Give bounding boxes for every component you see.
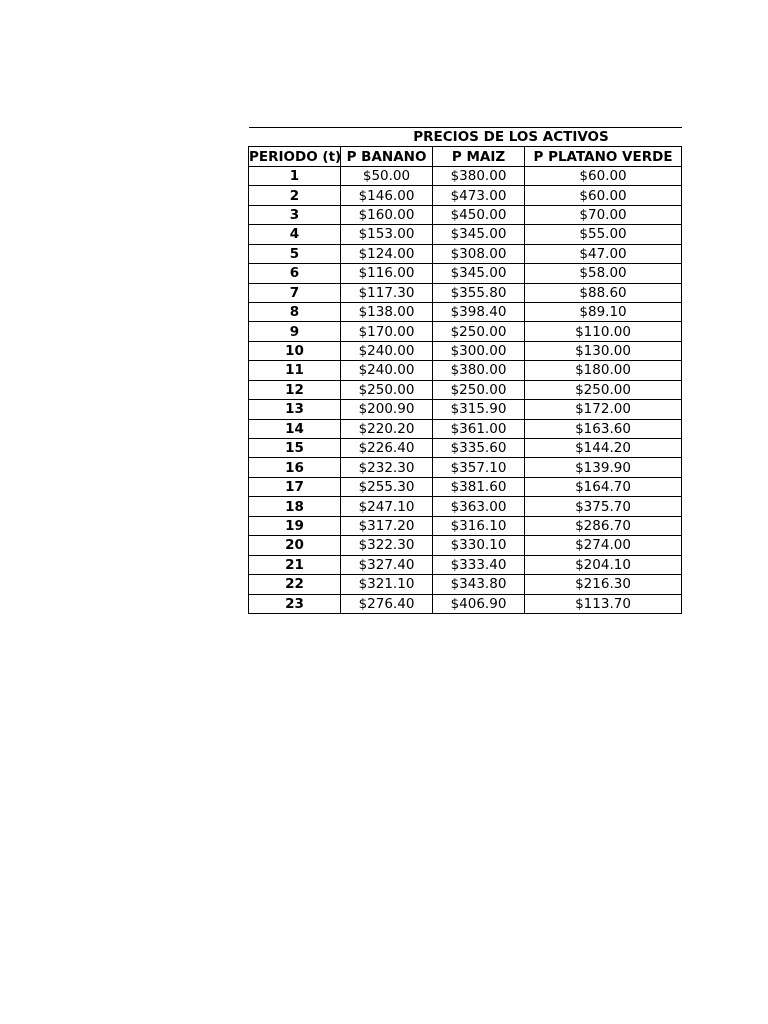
cell-periodo: 12 [249,380,341,399]
cell-p-maiz: $308.00 [433,244,525,263]
cell-p-maiz: $380.00 [433,166,525,185]
cell-p-banano: $317.20 [341,516,433,535]
cell-p-platano-verde: $375.70 [525,497,682,516]
cell-p-platano-verde: $47.00 [525,244,682,263]
asset-prices-table [248,127,682,614]
cell-p-maiz: $406.90 [433,594,525,613]
cell-p-banano: $226.40 [341,439,433,458]
cell-periodo: 20 [249,536,341,555]
cell-p-banano: $200.90 [341,400,433,419]
cell-p-maiz: $345.00 [433,225,525,244]
cell-p-maiz: $398.40 [433,302,525,321]
cell-p-maiz: $250.00 [433,380,525,399]
cell-p-banano: $250.00 [341,380,433,399]
cell-periodo: 7 [249,283,341,302]
cell-p-banano: $255.30 [341,477,433,496]
table-row [249,205,682,224]
cell-p-maiz: $343.80 [433,575,525,594]
cell-p-platano-verde: $113.70 [525,594,682,613]
table-row [249,225,682,244]
cell-p-platano-verde: $180.00 [525,361,682,380]
cell-p-maiz: $335.60 [433,439,525,458]
cell-p-maiz: $316.10 [433,516,525,535]
cell-p-platano-verde: $60.00 [525,186,682,205]
cell-p-maiz: $381.60 [433,477,525,496]
column-header-platano-verde: P PLATANO VERDE [525,147,682,166]
cell-p-maiz: $250.00 [433,322,525,341]
cell-periodo: 10 [249,341,341,360]
cell-p-platano-verde: $286.70 [525,516,682,535]
cell-periodo: 23 [249,594,341,613]
cell-periodo: 6 [249,264,341,283]
cell-periodo: 1 [249,166,341,185]
table-row [249,380,682,399]
column-header-maiz: P MAIZ [433,147,525,166]
table-row [249,477,682,496]
table-row [249,400,682,419]
table-row [249,439,682,458]
cell-periodo: 11 [249,361,341,380]
cell-periodo: 19 [249,516,341,535]
cell-p-banano: $146.00 [341,186,433,205]
cell-p-platano-verde: $144.20 [525,439,682,458]
cell-p-banano: $327.40 [341,555,433,574]
table-row [249,594,682,613]
cell-p-banano: $170.00 [341,322,433,341]
cell-periodo: 3 [249,205,341,224]
cell-p-platano-verde: $58.00 [525,264,682,283]
cell-p-platano-verde: $250.00 [525,380,682,399]
table-row [249,341,682,360]
table-header-row [249,147,682,166]
cell-p-banano: $240.00 [341,341,433,360]
table-row [249,186,682,205]
cell-p-platano-verde: $70.00 [525,205,682,224]
cell-p-maiz: $450.00 [433,205,525,224]
cell-periodo: 21 [249,555,341,574]
cell-p-banano: $138.00 [341,302,433,321]
cell-p-platano-verde: $88.60 [525,283,682,302]
cell-p-maiz: $315.90 [433,400,525,419]
cell-p-maiz: $355.80 [433,283,525,302]
cell-periodo: 14 [249,419,341,438]
table-row [249,264,682,283]
cell-p-platano-verde: $110.00 [525,322,682,341]
cell-p-maiz: $380.00 [433,361,525,380]
cell-periodo: 9 [249,322,341,341]
table-row [249,555,682,574]
table-row [249,283,682,302]
cell-periodo: 18 [249,497,341,516]
cell-p-banano: $276.40 [341,594,433,613]
cell-periodo: 15 [249,439,341,458]
column-header-periodo: PERIODO (t) [249,148,342,165]
cell-p-platano-verde: $164.70 [525,477,682,496]
cell-p-banano: $50.00 [341,166,433,185]
table-row [249,575,682,594]
cell-p-platano-verde: $55.00 [525,225,682,244]
cell-periodo: 17 [249,477,341,496]
cell-p-banano: $321.10 [341,575,433,594]
table-body [249,166,682,613]
table-row [249,361,682,380]
cell-p-platano-verde: $172.00 [525,400,682,419]
cell-periodo: 13 [249,400,341,419]
cell-p-maiz: $300.00 [433,341,525,360]
cell-p-platano-verde: $163.60 [525,419,682,438]
table-row [249,419,682,438]
cell-p-maiz: $357.10 [433,458,525,477]
cell-p-maiz: $473.00 [433,186,525,205]
cell-p-platano-verde: $60.00 [525,166,682,185]
column-header-banano: P BANANO [341,147,433,166]
table-title-row [249,128,682,147]
table-title [341,128,682,147]
table-row [249,516,682,535]
table-row [249,322,682,341]
table-row [249,166,682,185]
cell-p-platano-verde: $216.30 [525,575,682,594]
cell-p-banano: $160.00 [341,205,433,224]
cell-periodo: 2 [249,186,341,205]
cell-p-platano-verde: $139.90 [525,458,682,477]
cell-p-banano: $247.10 [341,497,433,516]
cell-p-platano-verde: $274.00 [525,536,682,555]
cell-p-maiz: $330.10 [433,536,525,555]
cell-periodo: 5 [249,244,341,263]
cell-periodo: 16 [249,458,341,477]
cell-p-maiz: $363.00 [433,497,525,516]
cell-p-banano: $240.00 [341,361,433,380]
cell-periodo: 22 [249,575,341,594]
table-row [249,497,682,516]
table-row [249,302,682,321]
table-row [249,244,682,263]
table-row [249,536,682,555]
cell-p-platano-verde: $89.10 [525,302,682,321]
cell-p-banano: $220.20 [341,419,433,438]
cell-p-banano: $117.30 [341,283,433,302]
asset-prices-sheet [248,127,681,614]
cell-p-maiz: $333.40 [433,555,525,574]
cell-periodo: 4 [249,225,341,244]
cell-p-maiz: $361.00 [433,419,525,438]
cell-p-banano: $153.00 [341,225,433,244]
cell-periodo: 8 [249,302,341,321]
cell-p-platano-verde: $204.10 [525,555,682,574]
cell-p-banano: $322.30 [341,536,433,555]
table-title-text: PRECIOS DE LOS ACTIVOS [413,129,609,146]
cell-p-maiz: $345.00 [433,264,525,283]
cell-p-banano: $116.00 [341,264,433,283]
cell-p-platano-verde: $130.00 [525,341,682,360]
table-row [249,458,682,477]
cell-p-banano: $124.00 [341,244,433,263]
cell-p-banano: $232.30 [341,458,433,477]
